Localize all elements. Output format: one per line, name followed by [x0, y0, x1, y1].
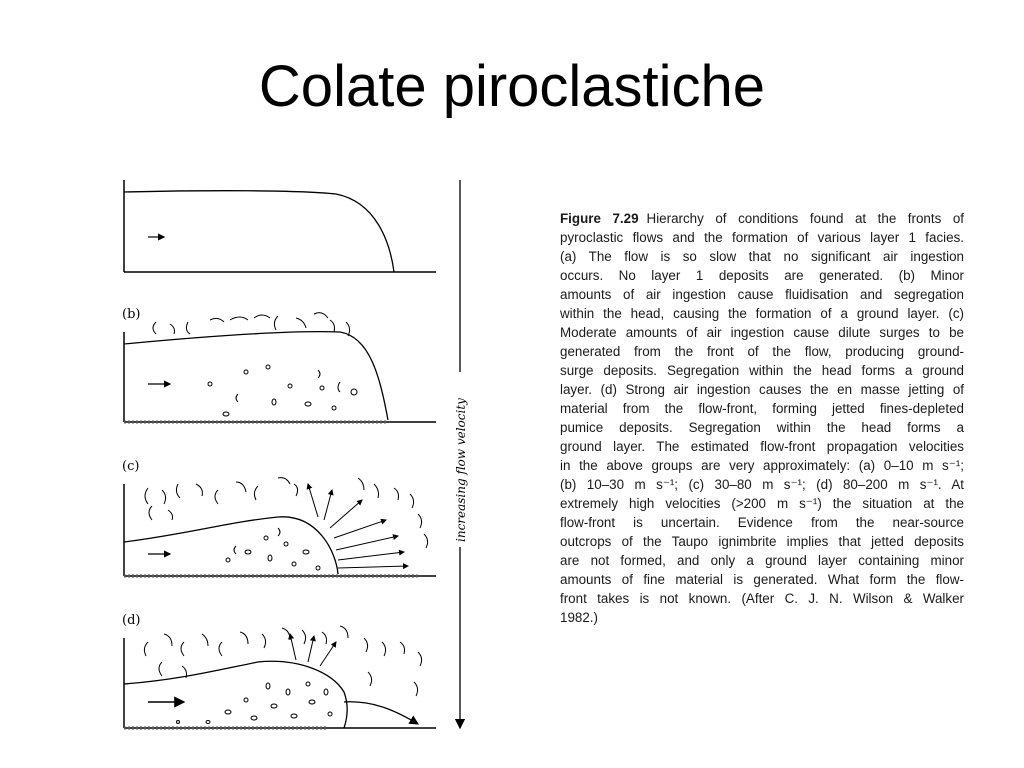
caption-line: front takes is not known. (After C. J. N. Wilson & Walker — [560, 591, 964, 606]
caption-line: occurs. No layer 1 deposits are generated. (b) Minor — [560, 268, 964, 283]
caption-line: surge deposits. Segregation within the head forms a ground — [560, 363, 964, 378]
panel-b-flow-outline — [124, 332, 388, 420]
caption-line: outcrops of the Taupo ignimbrite implies that jetted deposits — [560, 534, 964, 549]
panel-d — [122, 613, 436, 728]
panel-b-label: (b) — [122, 307, 141, 322]
panel-c-flow-outline — [124, 517, 338, 574]
panel-c-label: (c) — [122, 459, 140, 474]
caption-line: pyroclastic flows and the formation of various layer 1 facies. — [560, 230, 964, 245]
panel-c-clasts — [226, 528, 320, 570]
panel-d-turbulence — [144, 626, 421, 696]
slide-title: Colate piroclastiche — [258, 54, 766, 119]
caption-line: amounts of fine material is generated. What form the flow- — [560, 572, 964, 587]
caption-figure-label: Figure 7.29 — [560, 211, 639, 226]
panel-d-clasts — [177, 682, 333, 724]
caption-line: layer. (d) Strong air ingestion causes the en masse jetting of — [560, 382, 964, 397]
panel-a-flow-outline — [124, 191, 394, 272]
caption-line: extremely high velocities (>200 m s⁻¹) the situation at the — [560, 496, 964, 511]
caption-line: within the head, causing the formation of a ground layer. (c) — [560, 306, 964, 321]
figure-caption — [560, 209, 964, 627]
velocity-axis-label: increasing flow velocity — [454, 398, 468, 542]
caption-line: 1982.) — [560, 610, 598, 625]
panel-a — [124, 180, 436, 272]
caption-line: are not formed, and only a ground layer containing minor — [560, 553, 964, 568]
panel-b-turbulence — [153, 313, 350, 336]
caption-line: (a) The flow is so slow that no significant air ingestion — [560, 249, 964, 264]
caption-line: Moderate amounts of air ingestion cause dilute surges to be — [560, 325, 964, 340]
caption-line: flow-front is uncertain. Evidence from the near-source — [560, 515, 964, 530]
caption-line: in the above groups are very approximately: (a) 0–10 m s⁻¹; — [560, 458, 964, 473]
panel-b-clasts — [208, 365, 357, 416]
caption-line: material from the flow-front, forming jetted fines-depleted — [560, 401, 964, 416]
caption-line: amounts of air ingestion cause fluidisation and segregation — [560, 287, 964, 302]
panel-c — [122, 459, 436, 576]
panel-c-turbulence — [145, 478, 428, 548]
caption-line: ground layer. The estimated flow-front propagation velocities — [560, 439, 964, 454]
caption-line-text: Hierarchy of conditions found at the fronts of — [646, 211, 964, 226]
panel-d-label: (d) — [122, 613, 141, 628]
caption-line — [560, 209, 964, 228]
panel-d-jet-arrow — [344, 702, 418, 724]
panel-c-surge-arrows — [308, 484, 408, 568]
panel-d-flow-outline — [124, 661, 347, 728]
panel-b — [122, 307, 436, 422]
panel-d-jet-lines — [290, 634, 336, 666]
caption-line: generated from the front of the flow, producing ground- — [560, 344, 964, 359]
velocity-axis — [453, 180, 468, 728]
pyroclastic-flow-figure — [118, 172, 480, 742]
caption-line: (b) 10–30 m s⁻¹; (c) 30–80 m s⁻¹; (d) 80–200 m s⁻¹. At — [560, 477, 964, 492]
caption-line: pumice deposits. Segregation within the head forms a — [560, 420, 964, 435]
